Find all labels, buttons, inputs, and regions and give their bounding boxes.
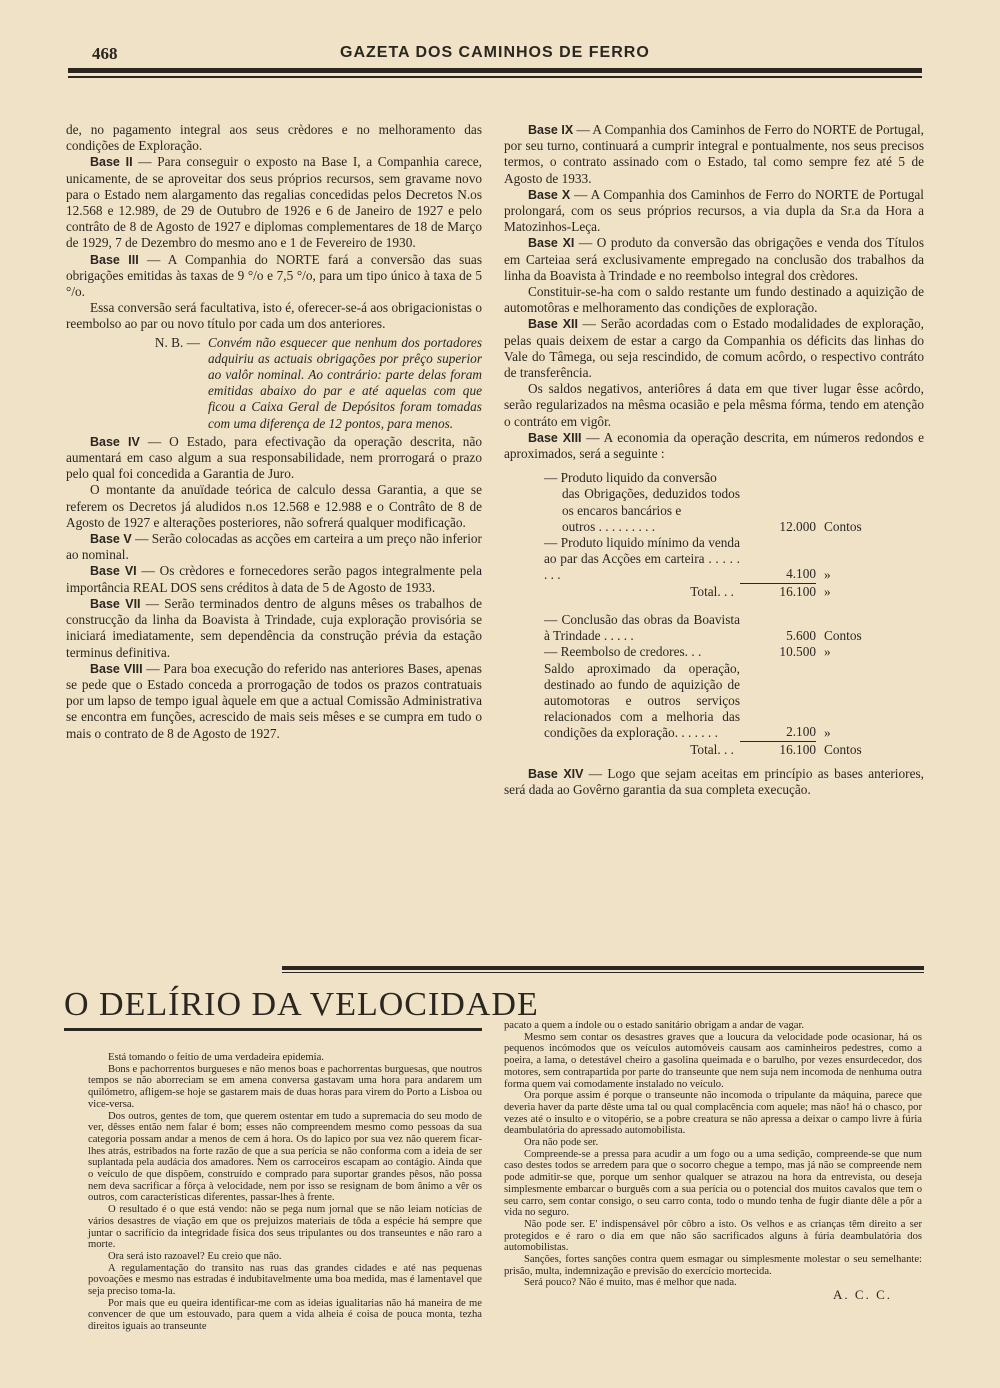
paragraph: Essa conversão será facultativa, isto é, oferecer-se-á aos obrigacionistas o reembolso ao par ou novo título por cada um dos anteriores. (66, 300, 482, 332)
spacer (504, 600, 924, 612)
header-rule-thin (68, 76, 922, 78)
base-text: — Logo que sejam aceitas em princípio as bases anteriores, será dada ao Govêrno garantia da sua completa execução. (504, 765, 924, 797)
fin-total-row (504, 584, 924, 600)
base-xiii (504, 430, 924, 462)
fin-row (504, 519, 924, 535)
base-xiv (504, 766, 924, 798)
article-paragraph: pacato a quem a índole ou o estado sanitário obrigam a andar de vagar. (504, 1020, 805, 1031)
article-paragraph: Bons e pachorrentos burgueses e não menos boas e pachorrentas burguesas, que noutros tempos se não aborreciam se em amena conversa gastavam uma hora para andarem um quilómetro, afligem-se hoje se gastarem mais de duas horas para virem do Porto a Lisboa ou vice-versa. (88, 1063, 482, 1110)
nota-bene (66, 335, 482, 432)
base-label: Base III (90, 252, 139, 267)
article-left-column (88, 1052, 482, 1333)
fin-desc: outros . . . . . . . . . (562, 518, 656, 534)
fin-unit: » (824, 725, 831, 741)
article-paragraph: Ora não pode ser. (524, 1137, 599, 1149)
article-right-column (504, 1020, 922, 1301)
article-signature: A. C. C. (833, 1287, 892, 1303)
fin-total-unit: Contos (824, 741, 862, 757)
fin-row (504, 612, 924, 644)
fin-total-value: 16.100 (779, 741, 816, 757)
article-paragraph: Dos outros, gentes de tom, que querem ostentar em tudo a supremacia do seu modo de ver, dêsses então nem falar é bom; esses não compreendem mesmo como pessoas da sua categoria possam andar a menos de cem á hora. Os do lapico por sua vez não querem ficar-lhes atrás, estribados na forte razão de que a sua perícia se não conforma com a ideia de ser suplantada pela audácia dos amadores. Nem os carroceiros escapam ao contágio. Ainda que o veículo de que dispõem, construído e comprado para suportar grandes pêsos, não possa nem deva sacrificar a fôrça à velocidade, nem por isso se resignam de bom ânimo a vêr os outros, com características diferentes, passar-lhes à frente. (88, 1110, 482, 1204)
article-paragraph: Ora será isto razoavel? Eu creio que não. (108, 1250, 282, 1262)
base-label: Base IV (90, 434, 140, 449)
fin-value: 10.500 (779, 644, 816, 660)
base-text: — Para conseguir o exposto na Base I, a Companhia carece, unicamente, de se aproveitar dos seus próprios recursos, sem gravame novo para o Estado nem alargamento das regalias concedidas pelos Decretos N.os 12.568 e 12.989, de 29 de Outubro de 1926 e 6 de Janeiro de 1927 e pelo contrâto de 8 de Agosto de 1927 e diplomas complementares de 18 de Março de 1929, 7 de Dezembro do mesmo ano e 1 de Fevereiro de 1930. (66, 154, 482, 251)
paragraph: de, no pagamento integral aos seus crèdores e no melhoramento das condições de Exploração. (66, 122, 482, 154)
base-label: Base XII (528, 317, 578, 332)
base-viii (66, 661, 482, 742)
article-paragraph: Não pode ser. E' indispensável pôr côbro a isto. Os velhos e as crianças têm direito a ser protegidos e é raro o dia em que não são sacrificados alguns à fúria deambulatória dos automobilistas. (504, 1218, 922, 1254)
article-paragraph: Mesmo sem contar os desastres graves que a loucura da velocidade pode ocasionar, há os pequenos incómodos que os veículos automóveis causam aos caminheiros pedestres, como a poeira, a lama, o detestável cheiro a gasolina queimada e o barulho, por vezes ensurdecedor, dos motores, sem contrapartida por parte do transeunte que nem suja nem incomoda de nenhuma outra forma quem vai comodamente instalado no veículo. (504, 1031, 922, 1090)
fin-row (504, 535, 924, 584)
base-text: — Para boa execução do referido nas anteriores Bases, apenas se pede que o Estado conceda a prorrogação de todos os prazos contratuais por um lapso de tempo igual àquele em que a actual Comissão Administrativa se encontra em funções, acrescido de mais seis mêses e se cumpra em tudo o mais o contrato de 8 de Agosto de 1927. (66, 660, 482, 741)
fin-desc: — Conclusão das obras da Boavista à Trindade . . . . . (544, 611, 740, 644)
base-text: — O Estado, para efectivação da operação descrita, não aumentará em caso algum a sua responsabilidade, nem prorrogará o prazo pelo qual foi concedida a Garantia de Juro. (66, 433, 482, 482)
fin-desc: — Produto liquido mínimo da venda ao par das Acções em carteira . . . . . . . . (544, 535, 740, 583)
base-label: Base VI (90, 564, 137, 579)
base-iii (66, 252, 482, 301)
fin-row (504, 644, 924, 660)
article-paragraph: Compreende-se a pressa para acudir a um fogo ou a uma sedição, compreende-se que num caso destes todos se arredem para que o socorro chegue a tempo, mas já não se compreende nem pode admitir-se que, porque um senhor qualquer se atrazou na hora da entrevista, ou deseja simplesmente embarcar o burguês com a sua perícia ou o potencial dos muitos cavalos que tem o seu carro, sem contar consigo, o seu carro conta, todo o mundo tenha de fugir diante dêle a pôr a vida no seguro. (504, 1148, 922, 1219)
base-label: Base II (90, 155, 133, 170)
base-ii (66, 154, 482, 251)
nb-text: Convém não esquecer que nenhum dos portadores adquiriu as actuais obrigações por prêço superior ao valôr nominal. Ao contrário: parte delas foram emitidas abaixo do par e até aquelas com que ficou a Caixa Geral de Depósitos foram tomadas com uma diferença de 12 pontos, para menos. (208, 334, 482, 431)
paragraph: O montante da anuïdade teórica de calculo dessa Garantia, a que se referem os Decretos já aludidos n.os 12.568 e 12.988 e o Contrâto de 8 de Agosto de 1927 e alterações posteriores, não sofrerá qualquer modificação. (66, 482, 482, 530)
base-iv (66, 434, 482, 483)
base-text: — Serão terminados dentro de alguns mêses os trabalhos de construcção da linha da Boavista à Trindade, cuja exploração provisória se iniciará imediatamente, sem dependência da construção prévia da estação terminus definitiva. (66, 595, 482, 660)
article-paragraph: Está tomando o feitio de uma verdadeira epidemia. (108, 1052, 324, 1063)
fin-unit: Contos (824, 628, 862, 644)
header-rule (68, 68, 922, 73)
financial-summary (504, 470, 924, 757)
base-vii (66, 596, 482, 661)
base-text: — A Companhia do NORTE fará a conversão das suas obrigações emitidas às taxas de 9 °/o e 7,5 °/o, para um tipo único à taxa de 5 °/o. (66, 251, 482, 300)
fin-value: 5.600 (786, 628, 816, 644)
base-label: Base XIII (528, 430, 582, 445)
article-paragraph: A regulamentação do transito nas ruas das grandes cidades e até nas pequenas povoações e mesmo nas estradas é indubitavelmente uma boa medida, mas é lamentavel que seja preciso toma-la. (88, 1262, 482, 1298)
base-text: — O produto da conversão das obrigações e venda dos Títulos em Carteiaa será exclusivamente empregado na conclusão dos trabalhos da linha da Boavista à Trindade e no reembolso integral dos crèdores. (504, 235, 924, 283)
fin-total-label: Total. . . (690, 741, 734, 757)
section-rule-thin (282, 972, 924, 973)
paragraph: Constituir-se-ha com o saldo restante um fundo destinado a aquizição de automotôras e melhoramento das condições de exploração. (504, 284, 924, 316)
fin-desc: — Reembolso de credores. . . (544, 644, 702, 660)
article-paragraph: Sanções, fortes sanções contra quem esmagar ou simplesmente molestar o seu semelhante: prisão, multa, indemnização e previsão do exercício mortecida. (504, 1254, 922, 1277)
base-text: — Os crèdores e fornecedores serão pagos integralmente pela importância REAL DOS sens créditos à data de 5 de Agosto de 1933. (66, 563, 482, 595)
page-number: 468 (92, 44, 118, 63)
article-paragraph: O resultado é o que está vendo: não se pega num jornal que se não leiam notícias de vários desastres de viação em que os prejuizos materiais de tôda a espécie há sempre que juntar o sacrifício da integridade física dos seus tripulantes ou dos transeuntes e não raro a morte. (88, 1204, 482, 1251)
article-paragraph: Ora porque assim é porque o transeunte não incomoda o tripulante da máquina, parece que deveria haver da parte dêste uma tal ou qual complacência com aquele; mas não! há o chasco, por vezes até o insulto e o vitopério, se a pobre creatura se não apressa a deixar o campo livre à fúria deambulatória do apressado automobilista. (504, 1090, 922, 1137)
base-text: — Serão acordadas com o Estado modalidades de exploração, pelas quais deixem de estar a cargo da Companhia os déficits das linhas do Vale do Tâmega, ou seja rescindido, de comum acôrdo, o respectivo contráto de transferência. (504, 316, 924, 381)
fin-unit: » (824, 644, 831, 660)
article-paragraph: Por mais que eu queira identificar-me com as ideias igualitarias não há maneira de me convencer de que um estouvado, para quem a vida alheia é coisa de pouca monta, tezha direitos iguais ao transeunte (88, 1297, 482, 1333)
fin-total-label: Total. . . (690, 583, 734, 599)
base-xii (504, 316, 924, 381)
article-headline: O DELÍRIO DA VELOCIDADE (64, 986, 539, 1023)
fin-value: 2.100 (740, 724, 816, 741)
right-column (504, 122, 924, 798)
fin-value: 4.100 (740, 566, 816, 583)
fin-row (504, 661, 924, 742)
fin-total-unit: » (824, 583, 831, 599)
base-label: Base VIII (90, 661, 143, 676)
base-label: Base IX (528, 123, 574, 137)
base-ix (504, 122, 924, 187)
fin-value: 12.000 (779, 518, 816, 534)
base-label: Base VII (90, 596, 141, 611)
base-text: — A Companhia dos Caminhos de Ferro do NORTE de Portugal, por seu turno, continuará a cumprir integral e pontualmente, nos seus precisos termos, o contrato assinado com o Estado, tal como sempre fez até 5 de Agosto de 1933. (504, 122, 924, 186)
base-v (66, 531, 482, 563)
fin-total-value: 16.100 (779, 583, 816, 599)
base-xi (504, 235, 924, 284)
nb-label: N. B. — (154, 334, 200, 350)
base-vi (66, 563, 482, 595)
headline-rule (64, 1028, 482, 1031)
section-rule (282, 966, 924, 970)
paragraph: Os saldos negativos, anteriôres á data em que tiver lugar êsse acôrdo, serão regularizados na mêsma ocasião e pela mêsma fórma, tendo em atenção o contráto em vigôr. (504, 381, 924, 429)
page-header-title: GAZETA DOS CAMINHOS DE FERRO (340, 44, 650, 61)
base-label: Base XI (528, 236, 575, 251)
fin-total-row (504, 742, 924, 758)
fin-desc: Saldo aproximado da operação, destinado ao fundo de aquizição de automotoras e outros serviços relacionados com a melhoria das condições da exploração. . . . . . . (544, 660, 740, 741)
base-text: — A economia da operação descrita, em números redondos e aproximados, será a seguinte : (504, 429, 924, 462)
fin-row (504, 486, 924, 518)
fin-desc: — Produto liquido da conversão (544, 470, 717, 486)
fin-desc: das Obrigações, deduzidos todos os encaros bancários e (562, 486, 740, 518)
left-column (66, 122, 482, 742)
base-text: — A Companhia dos Caminhos de Ferro do NORTE de Portugal prolongará, com os seus próprios recursos, a via dupla da Sr.a da Hora a Matozinhos-Leça. (504, 186, 924, 235)
base-label: Base XIV (528, 766, 584, 781)
base-label: Base X (528, 187, 571, 202)
fin-unit: » (824, 567, 831, 583)
base-text: — Serão colocadas as acções em carteira a um preço não inferior ao nominal. (66, 531, 482, 563)
base-label: Base V (90, 532, 132, 547)
article-paragraph: Será pouco? Não é muito, mas é melhor que nada. (524, 1277, 737, 1289)
fin-row (504, 470, 924, 486)
base-x (504, 187, 924, 236)
fin-unit: Contos (824, 518, 862, 534)
